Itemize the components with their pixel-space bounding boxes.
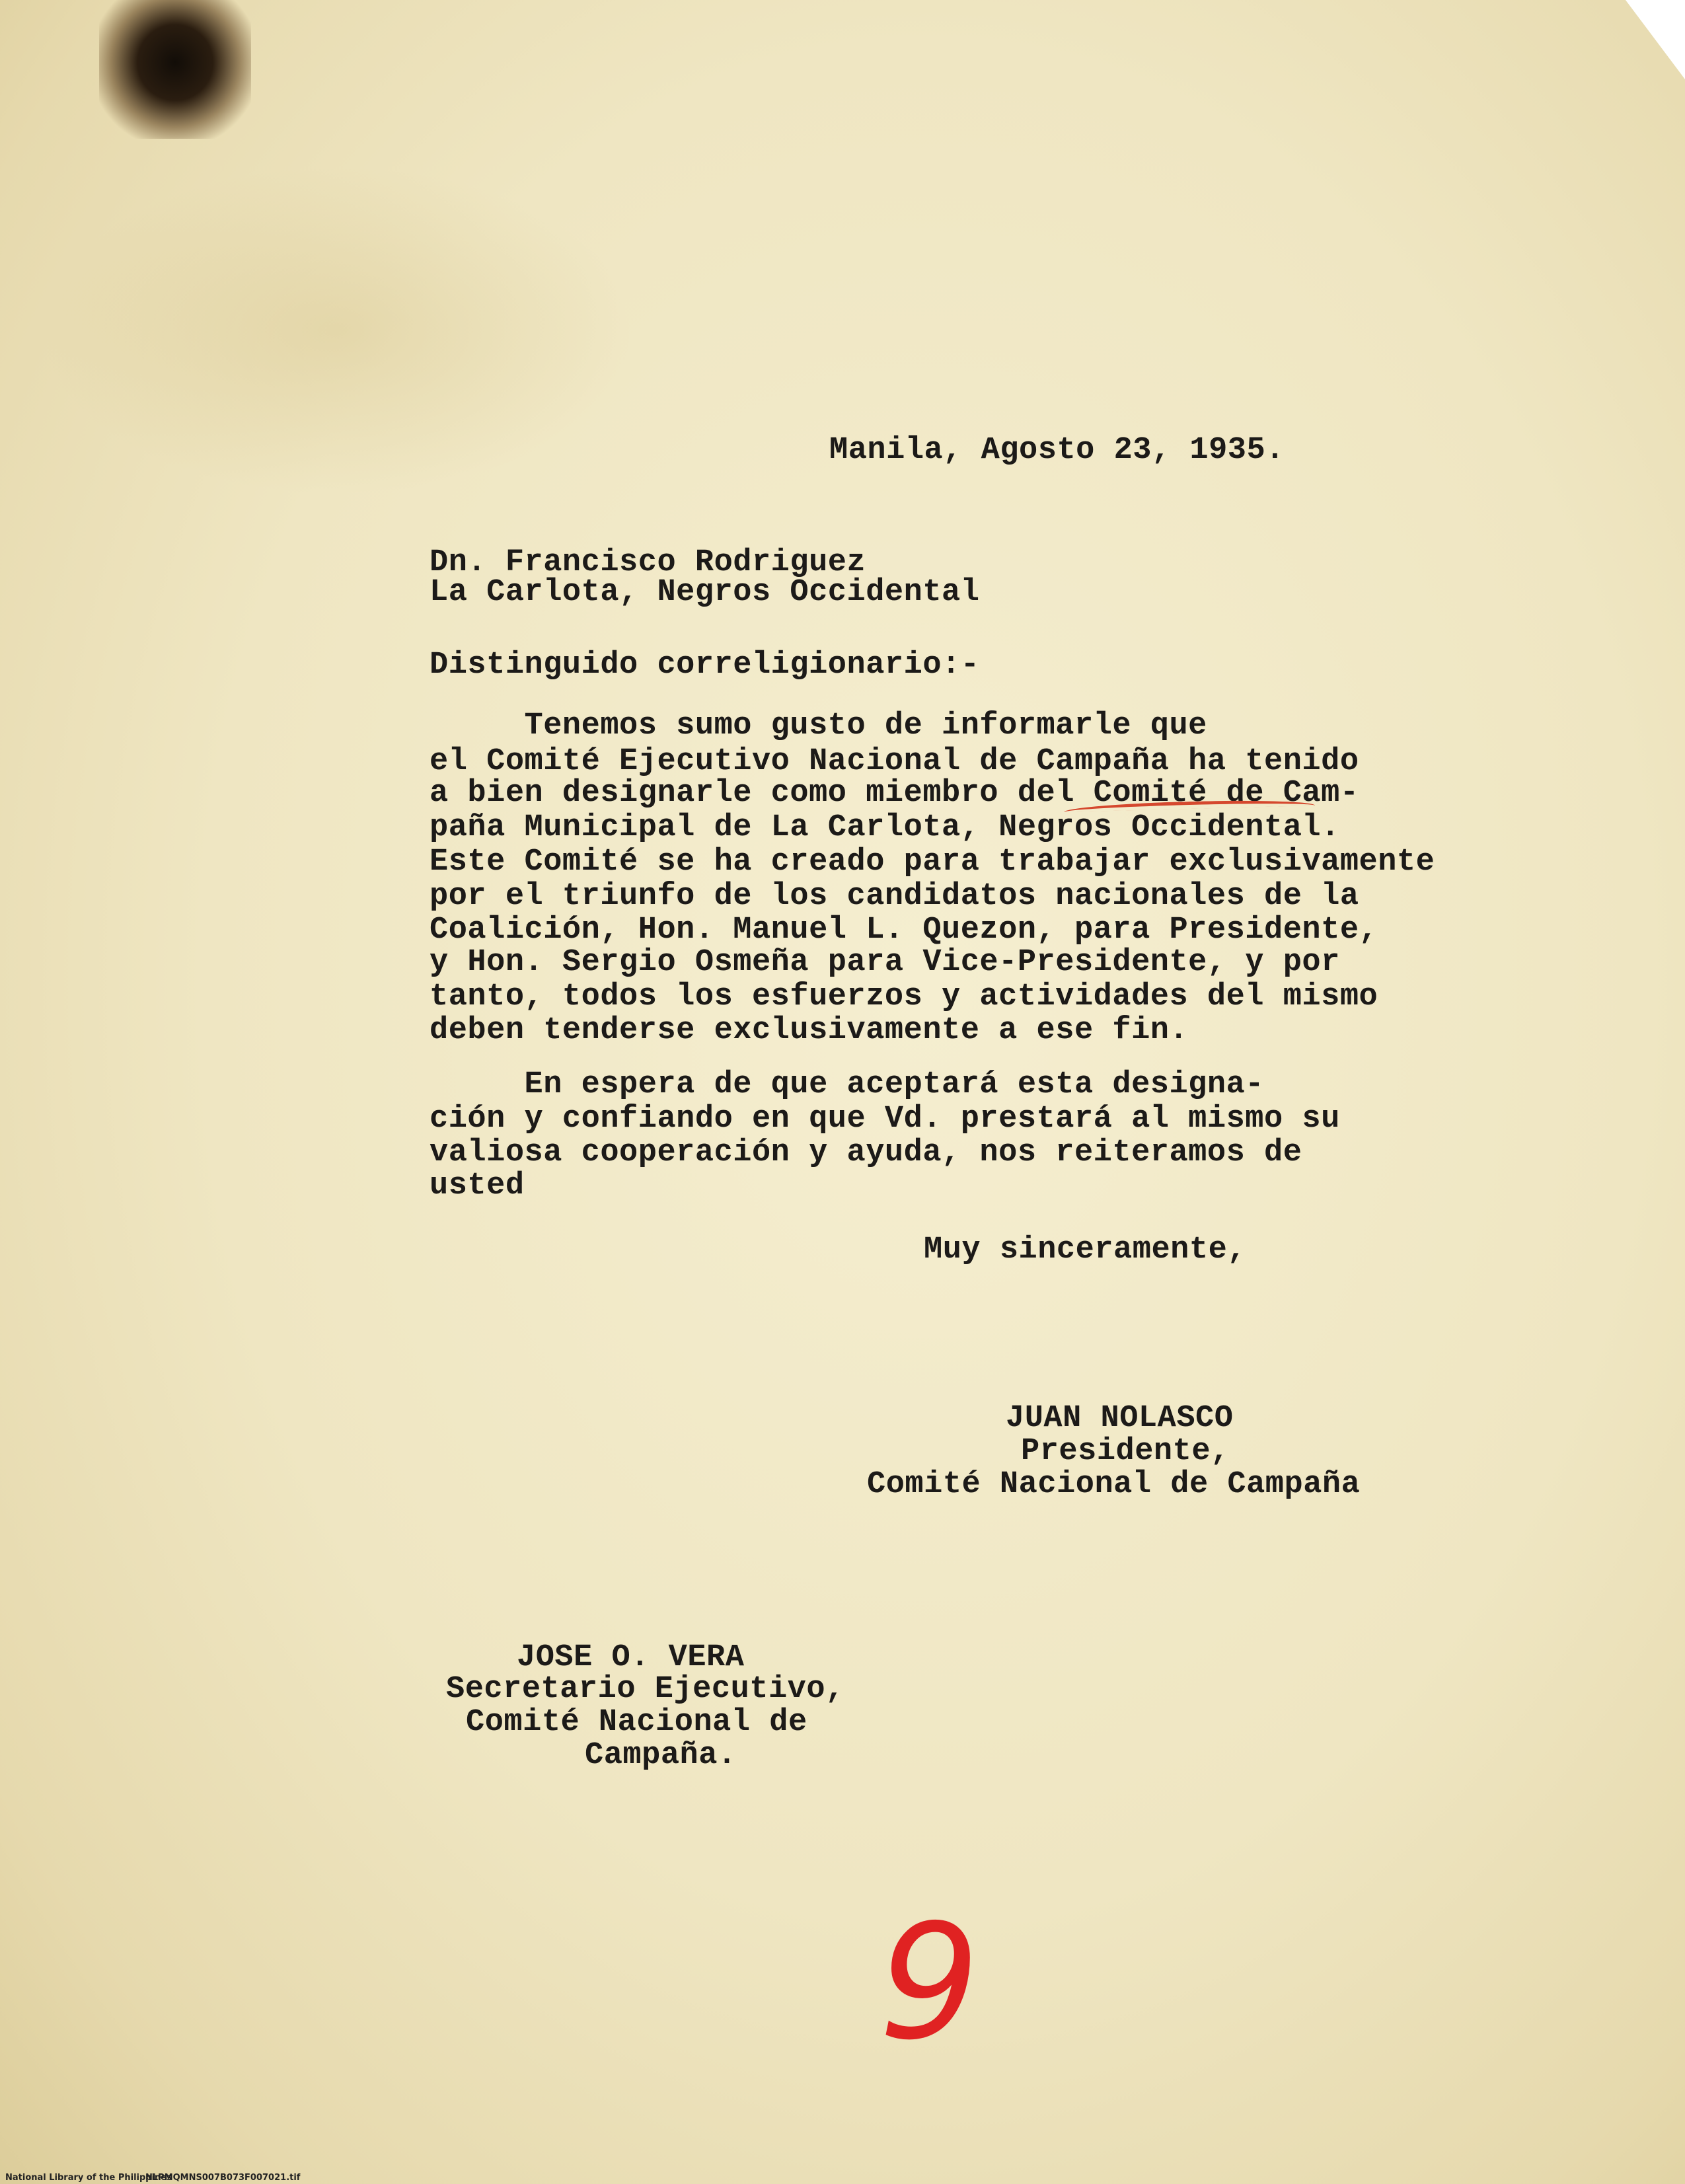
body-line: Tenemos sumo gusto de informarle que (430, 708, 1207, 743)
body-line: valiosa cooperación y ayuda, nos reiteramos de (430, 1135, 1302, 1170)
body-line: ción y confiando en que Vd. prestará al mismo su (430, 1102, 1340, 1137)
secretary-org: Comité Nacional de (466, 1705, 807, 1740)
paper-stain (40, 165, 634, 496)
recipient-name: Dn. Francisco Rodriguez (430, 545, 866, 580)
body-line: Coalición, Hon. Manuel L. Quezon, para Presidente, (430, 913, 1378, 948)
secretary-name: JOSE O. VERA (517, 1640, 745, 1675)
body-line: a bien designarle como miembro del Comité de Cam- (430, 776, 1359, 811)
body-line: deben tenderse exclusivamente a ese fin. (430, 1013, 1189, 1048)
body-line: y Hon. Sergio Osmeña para Vice-Presidente, y por (430, 945, 1340, 980)
body-line: tanto, todos los esfuerzos y actividades del mismo (430, 979, 1378, 1014)
secretary-org-cont: Campaña. (585, 1738, 737, 1773)
body-line: Este Comité se ha creado para trabajar exclusivamente (430, 845, 1435, 880)
secretary-title: Secretario Ejecutivo, (446, 1672, 844, 1707)
signatory-name: JUAN NOLASCO (1006, 1401, 1234, 1436)
footer-library: National Library of the Philippines (5, 2173, 172, 2183)
salutation: Distinguido correligionario:- (430, 648, 980, 683)
folded-corner (1626, 0, 1685, 79)
body-line: paña Municipal de La Carlota, Negros Occidental. (430, 810, 1340, 845)
handwritten-page-number: 9 (879, 1890, 980, 2075)
recipient-address: La Carlota, Negros Occidental (430, 575, 980, 610)
closing: Muy sinceramente, (924, 1232, 1246, 1267)
signatory-org: Comité Nacional de Campaña (867, 1467, 1361, 1502)
burn-mark (99, 0, 251, 139)
footer-identifier: NLPMQMNS007B073F007021.tif (145, 2173, 301, 2183)
body-line: por el triunfo de los candidatos nacionales de la (430, 879, 1359, 914)
body-line: el Comité Ejecutivo Nacional de Campaña ha tenido (430, 744, 1359, 779)
body-line: En espera de que aceptará esta designa- (430, 1067, 1265, 1102)
dateline: Manila, Agosto 23, 1935. (829, 433, 1285, 468)
signatory-title: Presidente, (1021, 1434, 1230, 1469)
body-line: usted (430, 1168, 525, 1203)
